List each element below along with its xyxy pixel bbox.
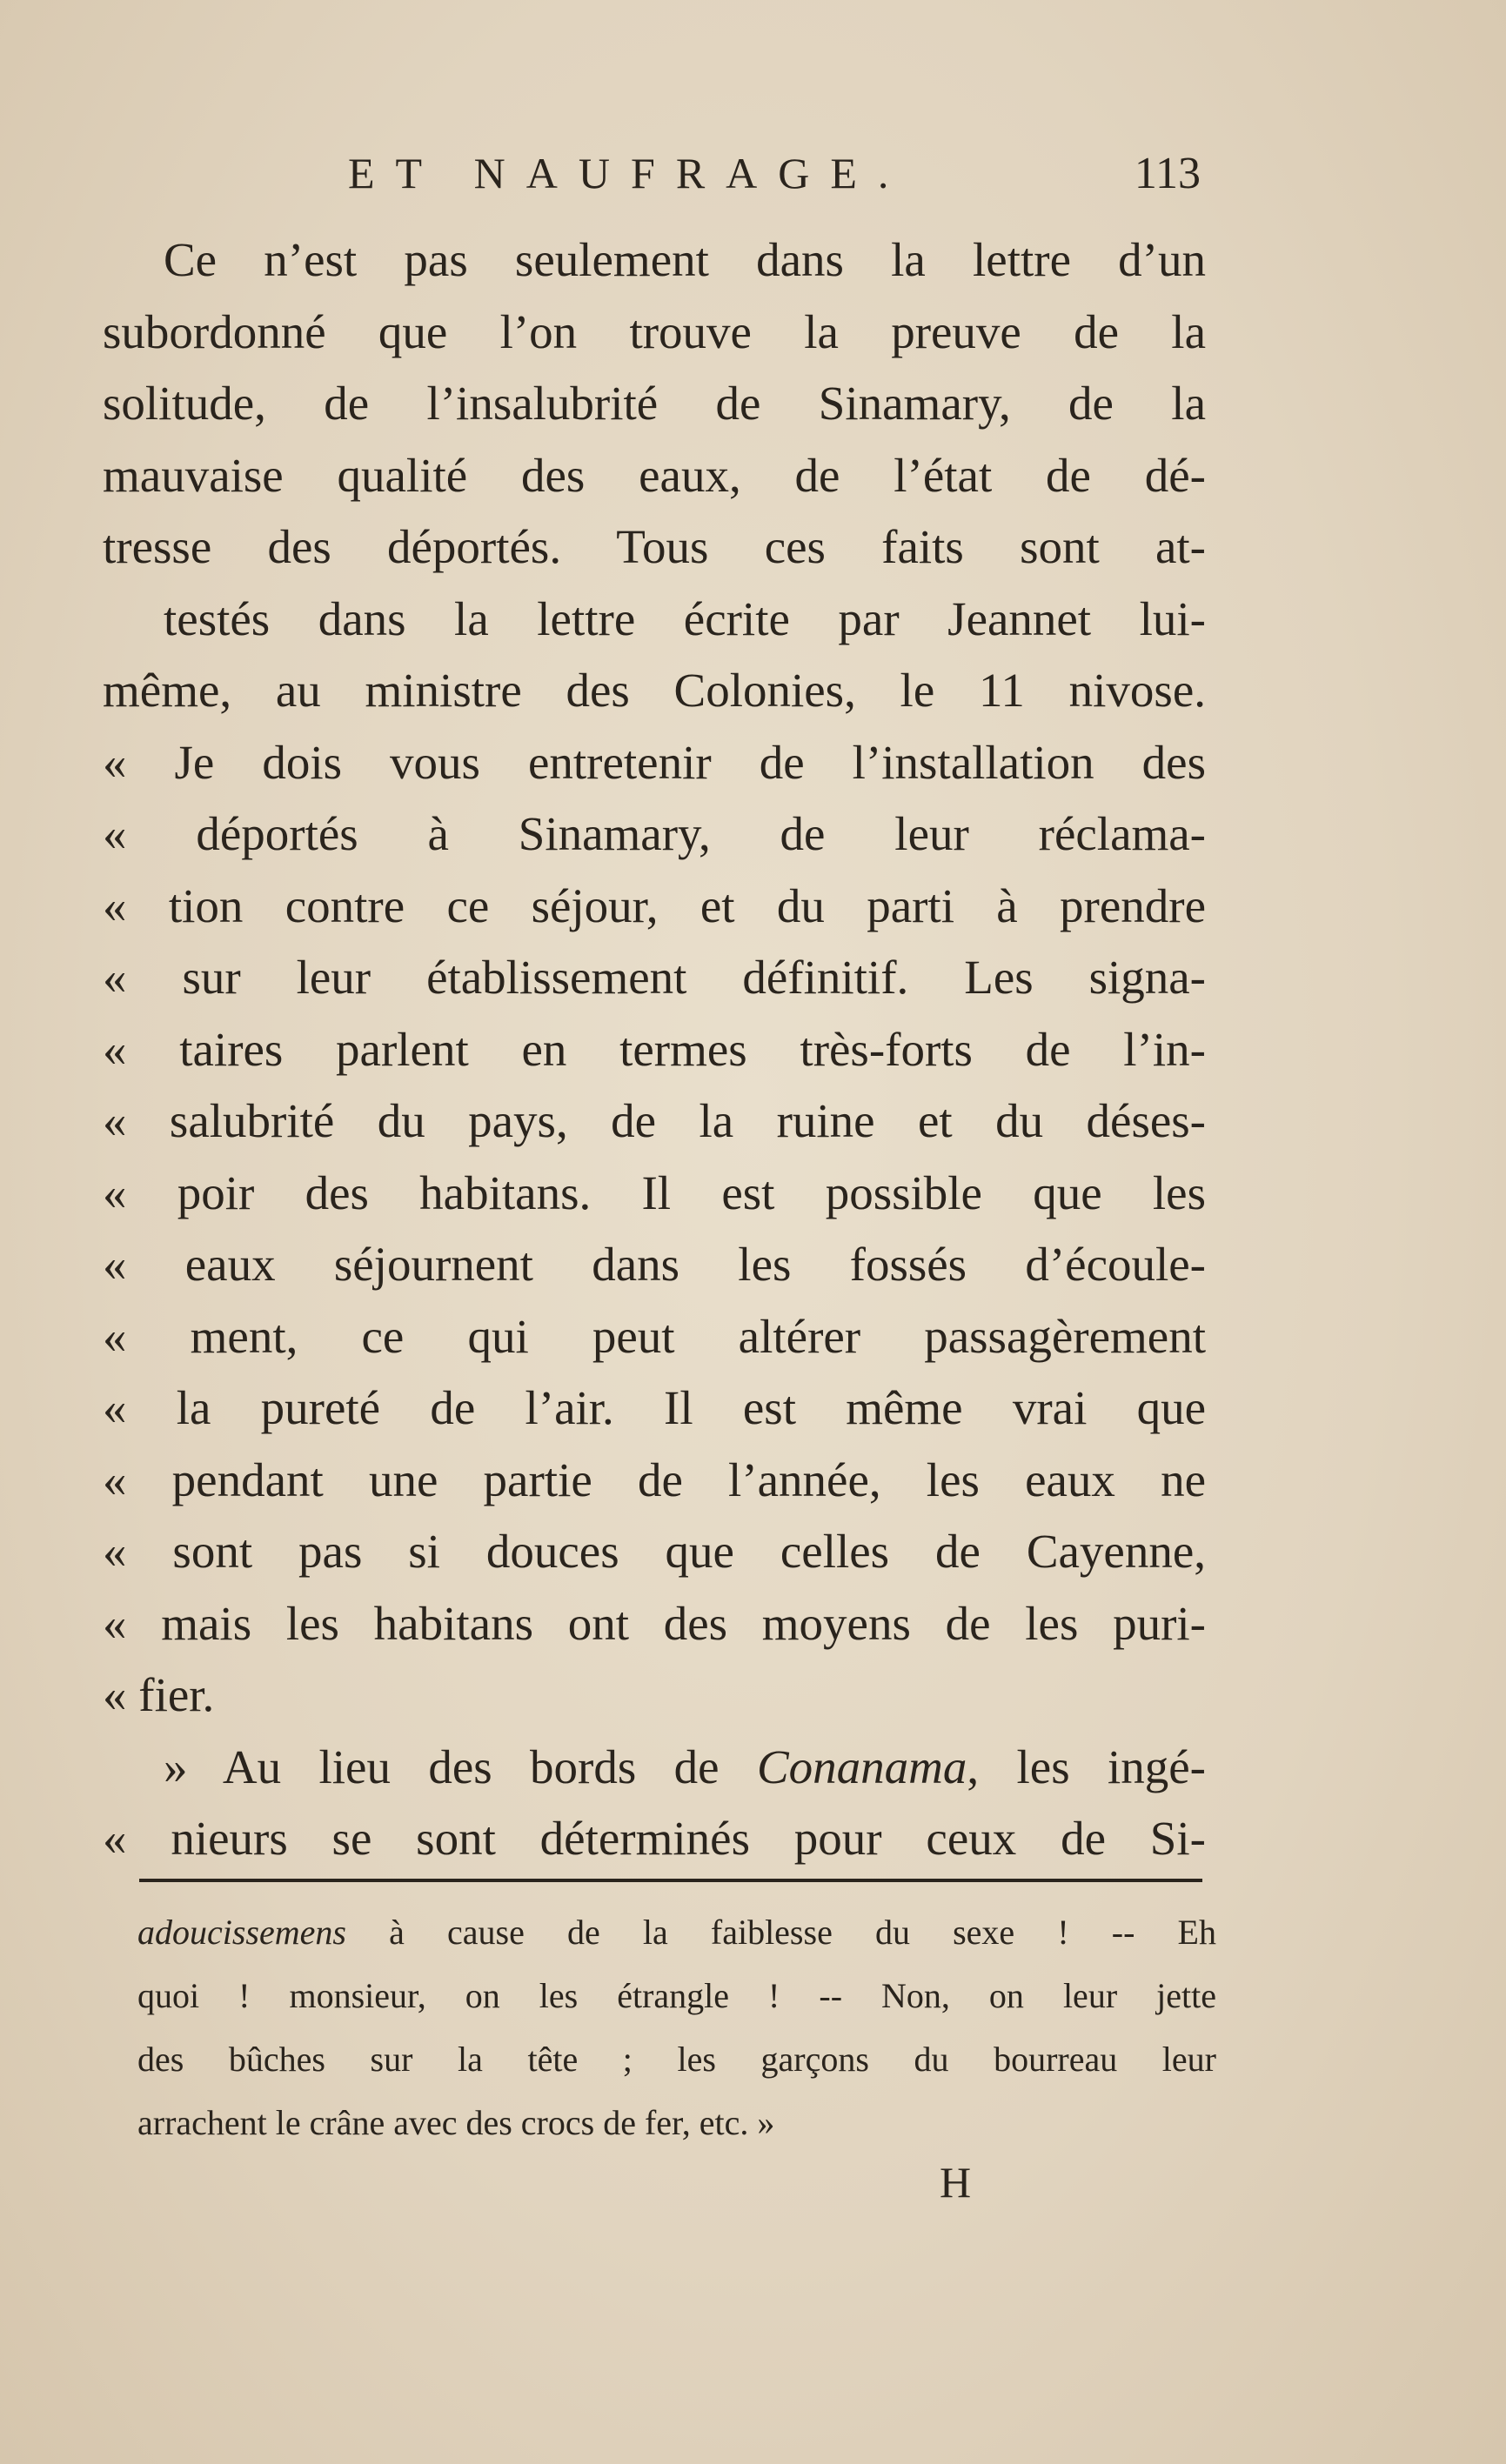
page-header <box>104 148 1201 209</box>
text-line: « Je dois vous entretenir de l’installation des <box>103 735 1206 789</box>
text-line: « taires parlent en termes très-forts de l’in- <box>103 1022 1206 1076</box>
text-fragment: » Au lieu des bords de <box>164 1739 757 1793</box>
footnote-italic-word: adoucissemens <box>137 1913 346 1952</box>
text-line: testés dans la lettre écrite par Jeannet lui- <box>164 591 1206 645</box>
text-line: « salubrité du pays, de la ruine et du déses- <box>103 1094 1206 1147</box>
body-text <box>103 224 1206 1875</box>
text-line: « fier. <box>103 1668 215 1721</box>
italic-place-name: Conanama <box>756 1739 967 1793</box>
text-line: subordonné que l’on trouve la preuve de la <box>103 304 1206 358</box>
text-line: « sont pas si douces que celles de Cayenne, <box>103 1525 1206 1578</box>
text-line: « déportés à Sinamary, de leur réclama- <box>103 807 1206 860</box>
text-line: « nieurs se sont déterminés pour ceux de Si- <box>103 1812 1206 1865</box>
text-line <box>103 1732 1206 1804</box>
text-fragment: , les ingé- <box>967 1739 1206 1793</box>
footnote-fragment: à cause de la faiblesse du sexe ! -- Eh <box>345 1913 1216 1952</box>
text-line: « sur leur établissement définitif. Les signa- <box>103 951 1206 1004</box>
text-line: « tion contre ce séjour, et du parti à prendre <box>103 878 1206 932</box>
text-line: Ce n’est pas seulement dans la lettre d’un <box>164 233 1206 286</box>
footnote-line <box>137 1900 1216 1964</box>
text-line: « eaux séjournent dans les fossés d’écoule- <box>103 1238 1206 1291</box>
text-line: mauvaise qualité des eaux, de l’état de dé- <box>103 448 1206 502</box>
text-line: « ment, ce qui peut altérer passagèrement <box>103 1309 1206 1363</box>
footnote-line: arrachent le crâne avec des crocs de fer, etc. » <box>137 2103 775 2142</box>
page-number: 113 <box>1134 149 1201 198</box>
text-line: tresse des déportés. Tous ces faits sont at- <box>103 520 1206 573</box>
text-line: « mais les habitans ont des moyens de les puri- <box>103 1596 1206 1650</box>
signature-mark: H <box>940 2158 972 2207</box>
text-line: « pendant une partie de l’année, les eaux ne <box>103 1452 1206 1506</box>
footnote-line: quoi ! monsieur, on les étrangle ! -- Non, on leur jette <box>137 1976 1216 2015</box>
text-line: solitude, de l’insalubrité de Sinamary, de la <box>103 377 1206 430</box>
footnote-line: des bûches sur la tête ; les garçons du bourreau leur <box>137 2040 1216 2079</box>
footnote <box>137 1900 1216 2154</box>
text-line: « poir des habitans. Il est possible que les <box>103 1165 1206 1219</box>
text-line: « la pureté de l’air. Il est même vrai que <box>103 1381 1206 1434</box>
text-line: même, au ministre des Colonies, le 11 nivose. <box>103 664 1206 717</box>
footnote-rule <box>139 1879 1202 1882</box>
running-title: ET NAUFRAGE. <box>348 149 910 197</box>
